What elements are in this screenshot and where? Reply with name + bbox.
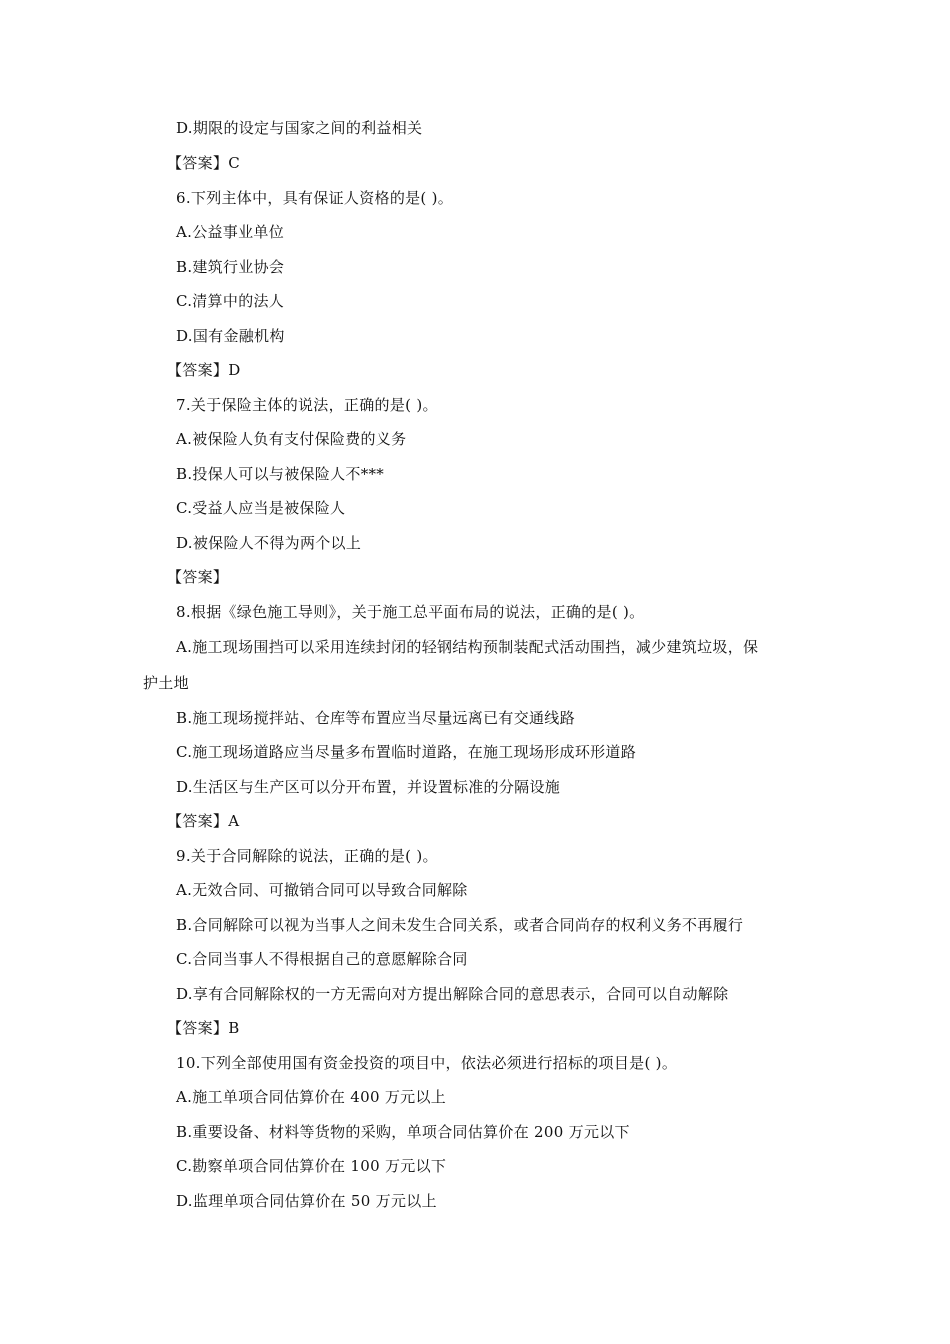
q9-option-b: B.合同解除可以视为当事人之间未发生合同关系，或者合同尚存的权利义务不再履行 [176, 916, 744, 934]
q7-option-b: B.投保人可以与被保险人不*** [176, 465, 385, 483]
q8-option-a: A.施工现场围挡可以采用连续封闭的轻钢结构预制装配式活动围挡，减少建筑垃圾，保 [176, 638, 759, 656]
q7-option-c: C.受益人应当是被保险人 [176, 499, 346, 517]
q9-option-c: C.合同当事人不得根据自己的意愿解除合同 [176, 950, 468, 968]
q8-option-b: B.施工现场搅拌站、仓库等布置应当尽量远离已有交通线路 [176, 709, 575, 727]
q6-option-a: A.公益事业单位 [176, 223, 285, 241]
q5-answer: 【答案】C [167, 154, 240, 172]
q6-option-b: B.建筑行业协会 [176, 258, 285, 276]
q8-option-c: C.施工现场道路应当尽量多布置临时道路，在施工现场形成环形道路 [176, 743, 637, 761]
q6-option-d: D.国有金融机构 [176, 327, 285, 345]
q9-question: 9.关于合同解除的说法，正确的是( )。 [176, 847, 438, 865]
q7-option-a: A.被保险人负有支付保险费的义务 [176, 430, 407, 448]
q7-question: 7.关于保险主体的说法，正确的是( )。 [176, 396, 438, 414]
q8-answer: 【答案】A [167, 812, 240, 830]
q9-option-a: A.无效合同、可撤销合同可以导致合同解除 [176, 881, 468, 899]
q8-question: 8.根据《绿色施工导则》，关于施工总平面布局的说法，正确的是( )。 [176, 603, 645, 621]
q6-answer: 【答案】D [167, 361, 241, 379]
q7-answer: 【答案】 [167, 568, 229, 586]
q7-option-d: D.被保险人不得为两个以上 [176, 534, 362, 552]
q9-option-d: D.享有合同解除权的一方无需向对方提出解除合同的意思表示，合同可以自动解除 [176, 985, 729, 1003]
q10-option-c: C.勘察单项合同估算价在 100 万元以下 [176, 1157, 447, 1175]
q10-question: 10.下列全部使用国有资金投资的项目中，依法必须进行招标的项目是( )。 [176, 1054, 678, 1072]
q6-option-c: C.清算中的法人 [176, 292, 285, 310]
q6-question: 6.下列主体中，具有保证人资格的是( )。 [176, 189, 454, 207]
q8-option-a-continued: 护土地 [143, 674, 189, 692]
q9-answer: 【答案】B [167, 1019, 240, 1037]
q8-option-d: D.生活区与生产区可以分开布置，并设置标准的分隔设施 [176, 778, 561, 796]
q5-option-d: D.期限的设定与国家之间的利益相关 [176, 119, 423, 137]
q10-option-d: D.监理单项合同估算价在 50 万元以上 [176, 1192, 437, 1210]
q10-option-a: A.施工单项合同估算价在 400 万元以上 [176, 1088, 447, 1106]
q10-option-b: B.重要设备、材料等货物的采购，单项合同估算价在 200 万元以下 [176, 1123, 630, 1141]
